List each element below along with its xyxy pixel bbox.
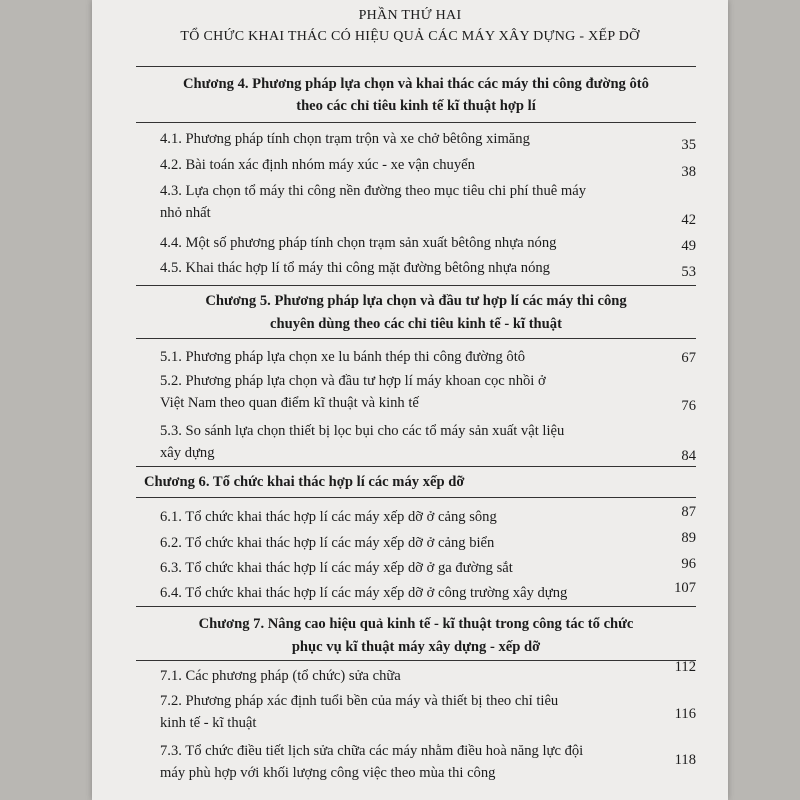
toc-entry-text: 4.2. Bài toán xác định nhóm máy xúc - xe vận chuyển [160,157,475,173]
toc-entry-text: 5.3. So sánh lựa chọn thiết bị lọc bụi cho các tổ máy sản xuất vật liệu [160,423,565,439]
page-number: 112 [674,659,696,675]
toc-entry-4-2[interactable] [160,154,600,176]
chapter-5-heading-line1: Chương 5. Phương pháp lựa chọn và đầu tư hợp lí các máy thi công [205,293,627,309]
toc-entry-5-3[interactable] [160,420,600,464]
toc-entry-text-cont: máy phù hợp với khối lượng công việc theo mùa thi công [160,765,496,781]
page-number: 116 [674,706,696,722]
page-number: 84 [681,448,696,464]
toc-entry-text: 6.1. Tổ chức khai thác hợp lí các máy xếp dỡ ở cảng sông [160,509,497,525]
toc-entry-4-1[interactable] [160,128,600,150]
toc-entry-text-cont: nhỏ nhất [160,205,211,221]
toc-entry-text-cont: Việt Nam theo quan điểm kĩ thuật và kinh tế [160,395,419,411]
page-number: 49 [681,238,696,254]
toc-entry-4-4[interactable] [160,232,600,254]
toc-entry-6-2[interactable] [160,532,600,554]
toc-entry-text: 4.1. Phương pháp tính chọn trạm trộn và xe chở bêtông ximăng [160,131,530,147]
toc-entry-5-1[interactable] [160,346,600,368]
divider [136,660,696,661]
toc-entry-6-4[interactable] [160,582,600,604]
toc-entry-text: 4.5. Khai thác hợp lí tổ máy thi công mặt đường bêtông nhựa nóng [160,260,550,276]
part-subtitle: TỔ CHỨC KHAI THÁC CÓ HIỆU QUẢ CÁC MÁY XÂY DỰNG - XẾP DỠ [180,29,640,44]
page-number: 67 [681,350,696,366]
book-page [92,0,728,800]
divider [136,122,696,123]
page-number: 96 [681,556,696,572]
toc-entry-text: 6.2. Tổ chức khai thác hợp lí các máy xếp dỡ ở cảng biển [160,535,495,551]
chapter-7-heading-line1: Chương 7. Nâng cao hiệu quả kinh tế - kĩ thuật trong công tác tổ chức [198,616,634,632]
page-number: 35 [681,137,696,153]
toc-entry-text: 7.3. Tổ chức điều tiết lịch sửa chữa các máy nhằm điều hoà năng lực đội [160,743,584,759]
toc-entry-text: 6.3. Tổ chức khai thác hợp lí các máy xếp dỡ ở ga đường sắt [160,560,513,576]
toc-entry-4-5[interactable] [160,257,600,279]
toc-entry-text: 5.2. Phương pháp lựa chọn và đầu tư hợp lí máy khoan cọc nhồi ở [160,373,546,389]
divider [136,338,696,339]
chapter-4-heading-line1: Chương 4. Phương pháp lựa chọn và khai thác các máy thi công đường ôtô [183,76,649,92]
toc-entry-text: 4.4. Một số phương pháp tính chọn trạm sản xuất bêtông nhựa nóng [160,235,557,251]
divider [136,606,696,607]
page-number: 53 [681,264,696,280]
toc-entry-text: 6.4. Tổ chức khai thác hợp lí các máy xếp dỡ ở công trường xây dựng [160,585,568,601]
toc-entry-6-3[interactable] [160,557,600,579]
chapter-4-heading-line2: theo các chỉ tiêu kinh tế kĩ thuật hợp lí [296,98,536,114]
toc-entry-text-cont: kinh tế - kĩ thuật [160,715,257,731]
page-number: 42 [681,212,696,228]
page-number: 107 [674,580,696,596]
toc-entry-text-cont: xây dựng [160,445,215,461]
toc-entry-text: 7.2. Phương pháp xác định tuổi bền của máy và thiết bị theo chỉ tiêu [160,693,559,709]
toc-entry-7-3[interactable] [160,740,600,784]
toc-entry-text: 7.1. Các phương pháp (tổ chức) sửa chữa [160,668,401,684]
chapter-5-heading-line2: chuyên dùng theo các chỉ tiêu kinh tế - kĩ thuật [270,316,562,332]
toc-entry-6-1[interactable] [160,506,600,528]
page-number: 87 [681,504,696,520]
page-number: 76 [681,398,696,414]
page-number: 118 [674,752,696,768]
divider [136,66,696,67]
chapter-6-heading: Chương 6. Tổ chức khai thác hợp lí các máy xếp dỡ [144,474,465,490]
part-title: PHẦN THỨ HAI [358,8,462,23]
toc-entry-text: 5.1. Phương pháp lựa chọn xe lu bánh thép thi công đường ôtô [160,349,526,365]
chapter-7-heading-line2: phục vụ kĩ thuật máy xây dựng - xếp dỡ [291,639,541,655]
toc-entry-4-3[interactable] [160,180,600,224]
toc-entry-5-2[interactable] [160,370,600,414]
divider [136,285,696,286]
page-number: 38 [681,164,696,180]
divider [136,497,696,498]
toc-entry-7-1[interactable] [160,665,600,687]
page-number: 89 [681,530,696,546]
toc-entry-text: 4.3. Lựa chọn tổ máy thi công nền đường theo mục tiêu chi phí thuê máy [160,183,586,199]
toc-entry-7-2[interactable] [160,690,600,734]
divider [136,466,696,467]
